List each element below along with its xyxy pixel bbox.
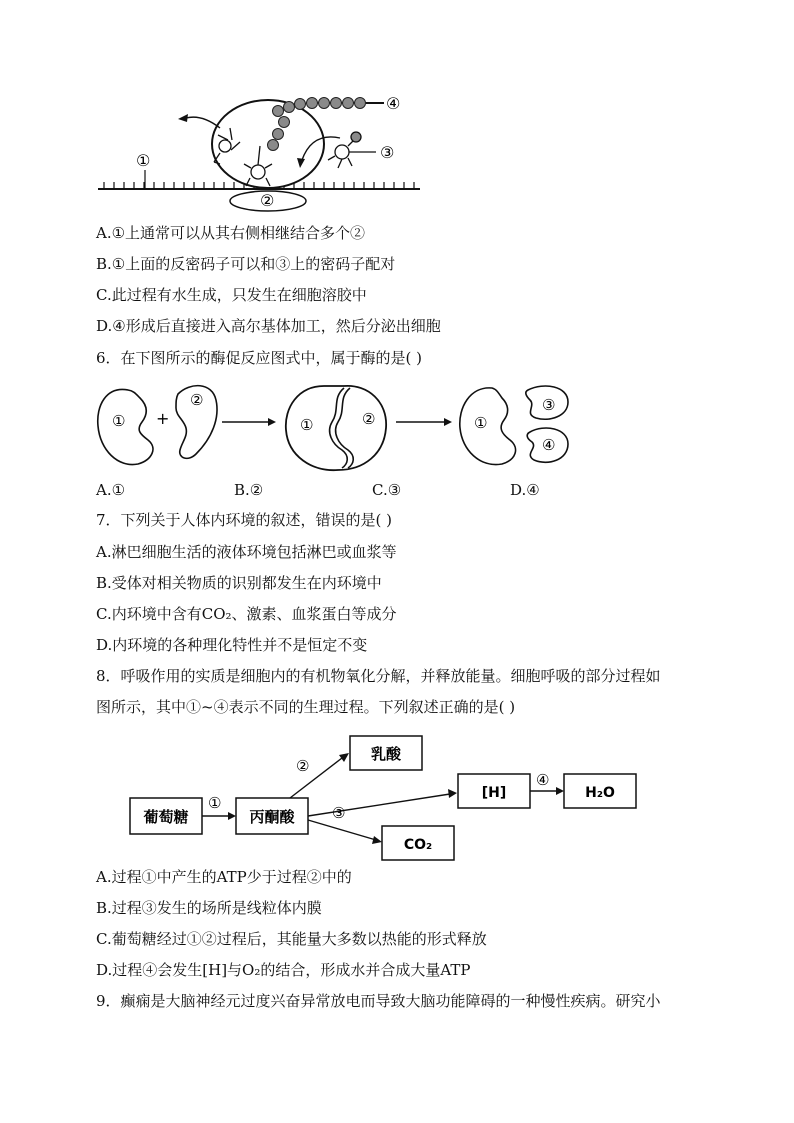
q6-option-b: B.② — [234, 481, 264, 499]
label-4: ④ — [386, 94, 401, 113]
q6-stem: 6．在下图所示的酶促反应图式中，属于酶的是( ) — [96, 349, 423, 367]
lactate-label: 乳酸 — [370, 745, 402, 763]
reaction-arrowhead-2 — [444, 418, 452, 426]
q7-option-c: C.内环境中含有CO₂、激素、血浆蛋白等成分 — [96, 605, 397, 623]
fig6-label-3: ① — [300, 416, 314, 434]
water-label: H₂O — [585, 785, 615, 801]
q8-stem-line1: 8．呼吸作用的实质是细胞内的有机物氧化分解，并释放能量。细胞呼吸的部分过程如 — [96, 667, 661, 685]
q7-option-b: B.受体对相关物质的识别都发生在内环境中 — [96, 574, 382, 592]
exit-arrow — [186, 117, 220, 128]
q9-stem: 9．癫痫是大脑神经元过度兴奋异常放电而导致大脑功能障碍的一种慢性疾病。研究小 — [96, 992, 661, 1010]
q8-stem-line2: 图所示，其中①~④表示不同的生理过程。下列叙述正确的是( ) — [96, 698, 516, 716]
arrowhead-step3-down — [372, 836, 382, 844]
fig6-label-4: ② — [362, 410, 376, 428]
q5-option-b: B.①上面的反密码子可以和③上的密码子配对 — [96, 255, 396, 273]
q8-option-a: A.过程①中产生的ATP少于过程②中的 — [96, 868, 352, 886]
plus-sign: + — [156, 409, 170, 428]
arrow-step3-down — [308, 820, 376, 840]
fig6-label-2: ② — [190, 391, 204, 409]
q7-option-d: D.内环境的各种理化特性并不是恒定不变 — [96, 636, 368, 654]
arrowhead-step1 — [228, 812, 236, 820]
q8-option-c: C.葡萄糖经过①②过程后，其能量大多数以热能的形式释放 — [96, 930, 487, 948]
enzyme-reaction-figure — [92, 378, 582, 478]
label-step2: ② — [296, 757, 310, 775]
q6-option-c: C.③ — [372, 481, 402, 499]
label-step4: ④ — [536, 771, 550, 789]
respiration-diagram — [120, 728, 650, 864]
exit-arrowhead — [178, 114, 188, 122]
q6-option-d: D.④ — [510, 481, 540, 499]
nadh-label: [H] — [481, 785, 507, 801]
q7-stem: 7．下列关于人体内环境的叙述，错误的是( ) — [96, 511, 393, 529]
fig6-label-1: ① — [112, 412, 126, 430]
co2-label: CO₂ — [403, 837, 433, 853]
label-step3: ③ — [332, 804, 346, 822]
arrowhead-step3-up — [448, 789, 457, 798]
q5-option-a: A.①上通常可以从其右侧相继结合多个② — [96, 224, 366, 242]
label-3: ③ — [380, 143, 395, 162]
translation-figure — [90, 88, 430, 216]
arrowhead-step4 — [556, 787, 564, 795]
fig6-label-6: ③ — [542, 396, 556, 414]
q7-option-a: A.淋巴细胞生活的液体环境包括淋巴或血浆等 — [96, 543, 397, 561]
q5-option-c: C.此过程有水生成，只发生在细胞溶胶中 — [96, 286, 367, 304]
fig6-label-7: ④ — [542, 436, 556, 454]
q8-option-d: D.过程④会发生[H]与O₂的结合，形成水并合成大量ATP — [96, 961, 471, 979]
pyruvate-label: 丙酮酸 — [249, 808, 295, 826]
q8-option-b: B.过程③发生的场所是线粒体内膜 — [96, 899, 322, 917]
q6-option-a: A.① — [96, 481, 126, 499]
arrow-step3-up — [308, 794, 450, 816]
label-step1: ① — [208, 794, 222, 812]
label-2: ② — [260, 191, 275, 210]
fig6-label-5: ① — [474, 414, 488, 432]
arrowhead-step2 — [339, 753, 349, 762]
q5-option-d: D.④形成后直接进入高尔基体加工，然后分泌出细胞 — [96, 317, 441, 335]
glucose-label: 葡萄糖 — [143, 808, 189, 826]
label-1: ① — [136, 151, 151, 170]
enzyme-shape-final — [460, 388, 516, 465]
reaction-arrowhead-1 — [268, 418, 276, 426]
